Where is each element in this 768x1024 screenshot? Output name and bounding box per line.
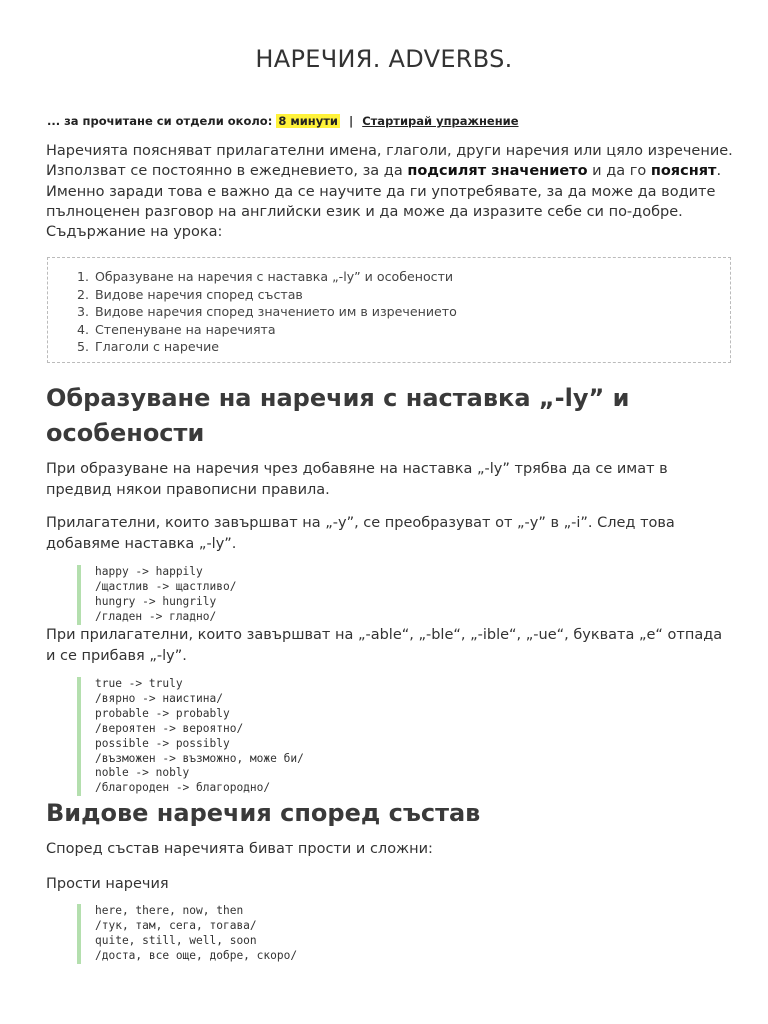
code-line: /доста, все още, добре, скоро/ (95, 948, 298, 962)
code-block-y-rule (77, 565, 236, 625)
code-line: happy -> happily (95, 565, 203, 578)
toc-item[interactable]: 3. Видове наречия според значението им в изречението (93, 303, 730, 321)
code-line: hungry -> hungrily (95, 594, 217, 608)
code-block-e-rule (77, 677, 304, 796)
reading-time-label: ... за прочитане си отдели около: (47, 114, 273, 128)
code-line: possible -> possibly (95, 736, 230, 750)
code-line: noble -> nobly (95, 766, 190, 780)
table-of-contents (47, 257, 731, 363)
reading-time-badge: 8 минути (278, 114, 338, 128)
toc-item[interactable]: 5. Глаголи с наречие (93, 338, 730, 356)
code-line: /вероятен -> вероятно/ (95, 721, 244, 735)
code-line: /гладен -> гладно/ (95, 609, 217, 623)
types-paragraph-2: Прости наречия (46, 876, 169, 892)
code-line: here, there, now, then (95, 904, 244, 917)
code-line: /вярно -> наистина/ (95, 691, 223, 705)
page-title: НАРЕЧИЯ. ADVERBS. (255, 45, 513, 73)
toc-item[interactable]: 2. Видове наречия според състав (93, 286, 730, 304)
code-line: true -> truly (95, 677, 183, 690)
code-line: /възможен -> възможно, може би/ (95, 751, 304, 765)
section-heading-formation: Образуване на наречия с наставка „-ly” и особености (46, 384, 630, 447)
code-line: /щастлив -> щастливо/ (95, 579, 237, 593)
types-paragraph-1: Според състав наречията биват прости и сложни: (46, 841, 433, 857)
formation-paragraph-1: При образуване на наречия чрез добавяне на наставка „-ly” трябва да се имат в предвид някои правописни правила. (46, 461, 668, 498)
code-line: /благороден -> благородно/ (95, 781, 271, 795)
toc-item[interactable]: 4. Степенуване на наречията (93, 321, 730, 339)
intro-bold-1: подсилят значението (407, 163, 588, 180)
intro-text-3: . Именно заради това е важно да се научите да ги употребявате, за да може да водите пълноценен разговор на английски език и да може да изразите себе си по-добре. Съдържание на урока: (46, 163, 722, 241)
formation-paragraph-2: Прилагателни, които завършват на „-y”, се преобразуват от „-y” в „-i”. След това добавяме наставка „-ly”. (46, 515, 675, 552)
intro-paragraph (46, 141, 736, 242)
meta-separator: | (348, 114, 354, 128)
formation-paragraph-3: При прилагателни, които завършват на „-able“, „-ble“, „-ible“, „-ue“, буквата „e“ отпада и се прибавя „-ly”. (46, 627, 723, 664)
reading-meta (47, 114, 519, 128)
intro-text-1: Наречията поясняват прилагателни имена, глаголи, други наречия или цяло изречение. Използват се постоянно в ежедневието, за да (46, 143, 733, 180)
code-line: /тук, там, сега, тогава/ (95, 918, 257, 932)
code-line: probable -> probably (95, 706, 230, 720)
start-exercise-link[interactable]: Стартирай упражнение (362, 114, 519, 128)
code-block-simple-adverbs (77, 904, 297, 964)
code-line: quite, still, well, soon (95, 933, 257, 947)
toc-item[interactable]: 1. Образуване на наречия с наставка „-ly” и особености (93, 268, 730, 286)
section-heading-types: Видове наречия според състав (46, 799, 481, 827)
intro-bold-2: пояснят (650, 163, 717, 180)
intro-text-2: и да го (587, 163, 651, 180)
